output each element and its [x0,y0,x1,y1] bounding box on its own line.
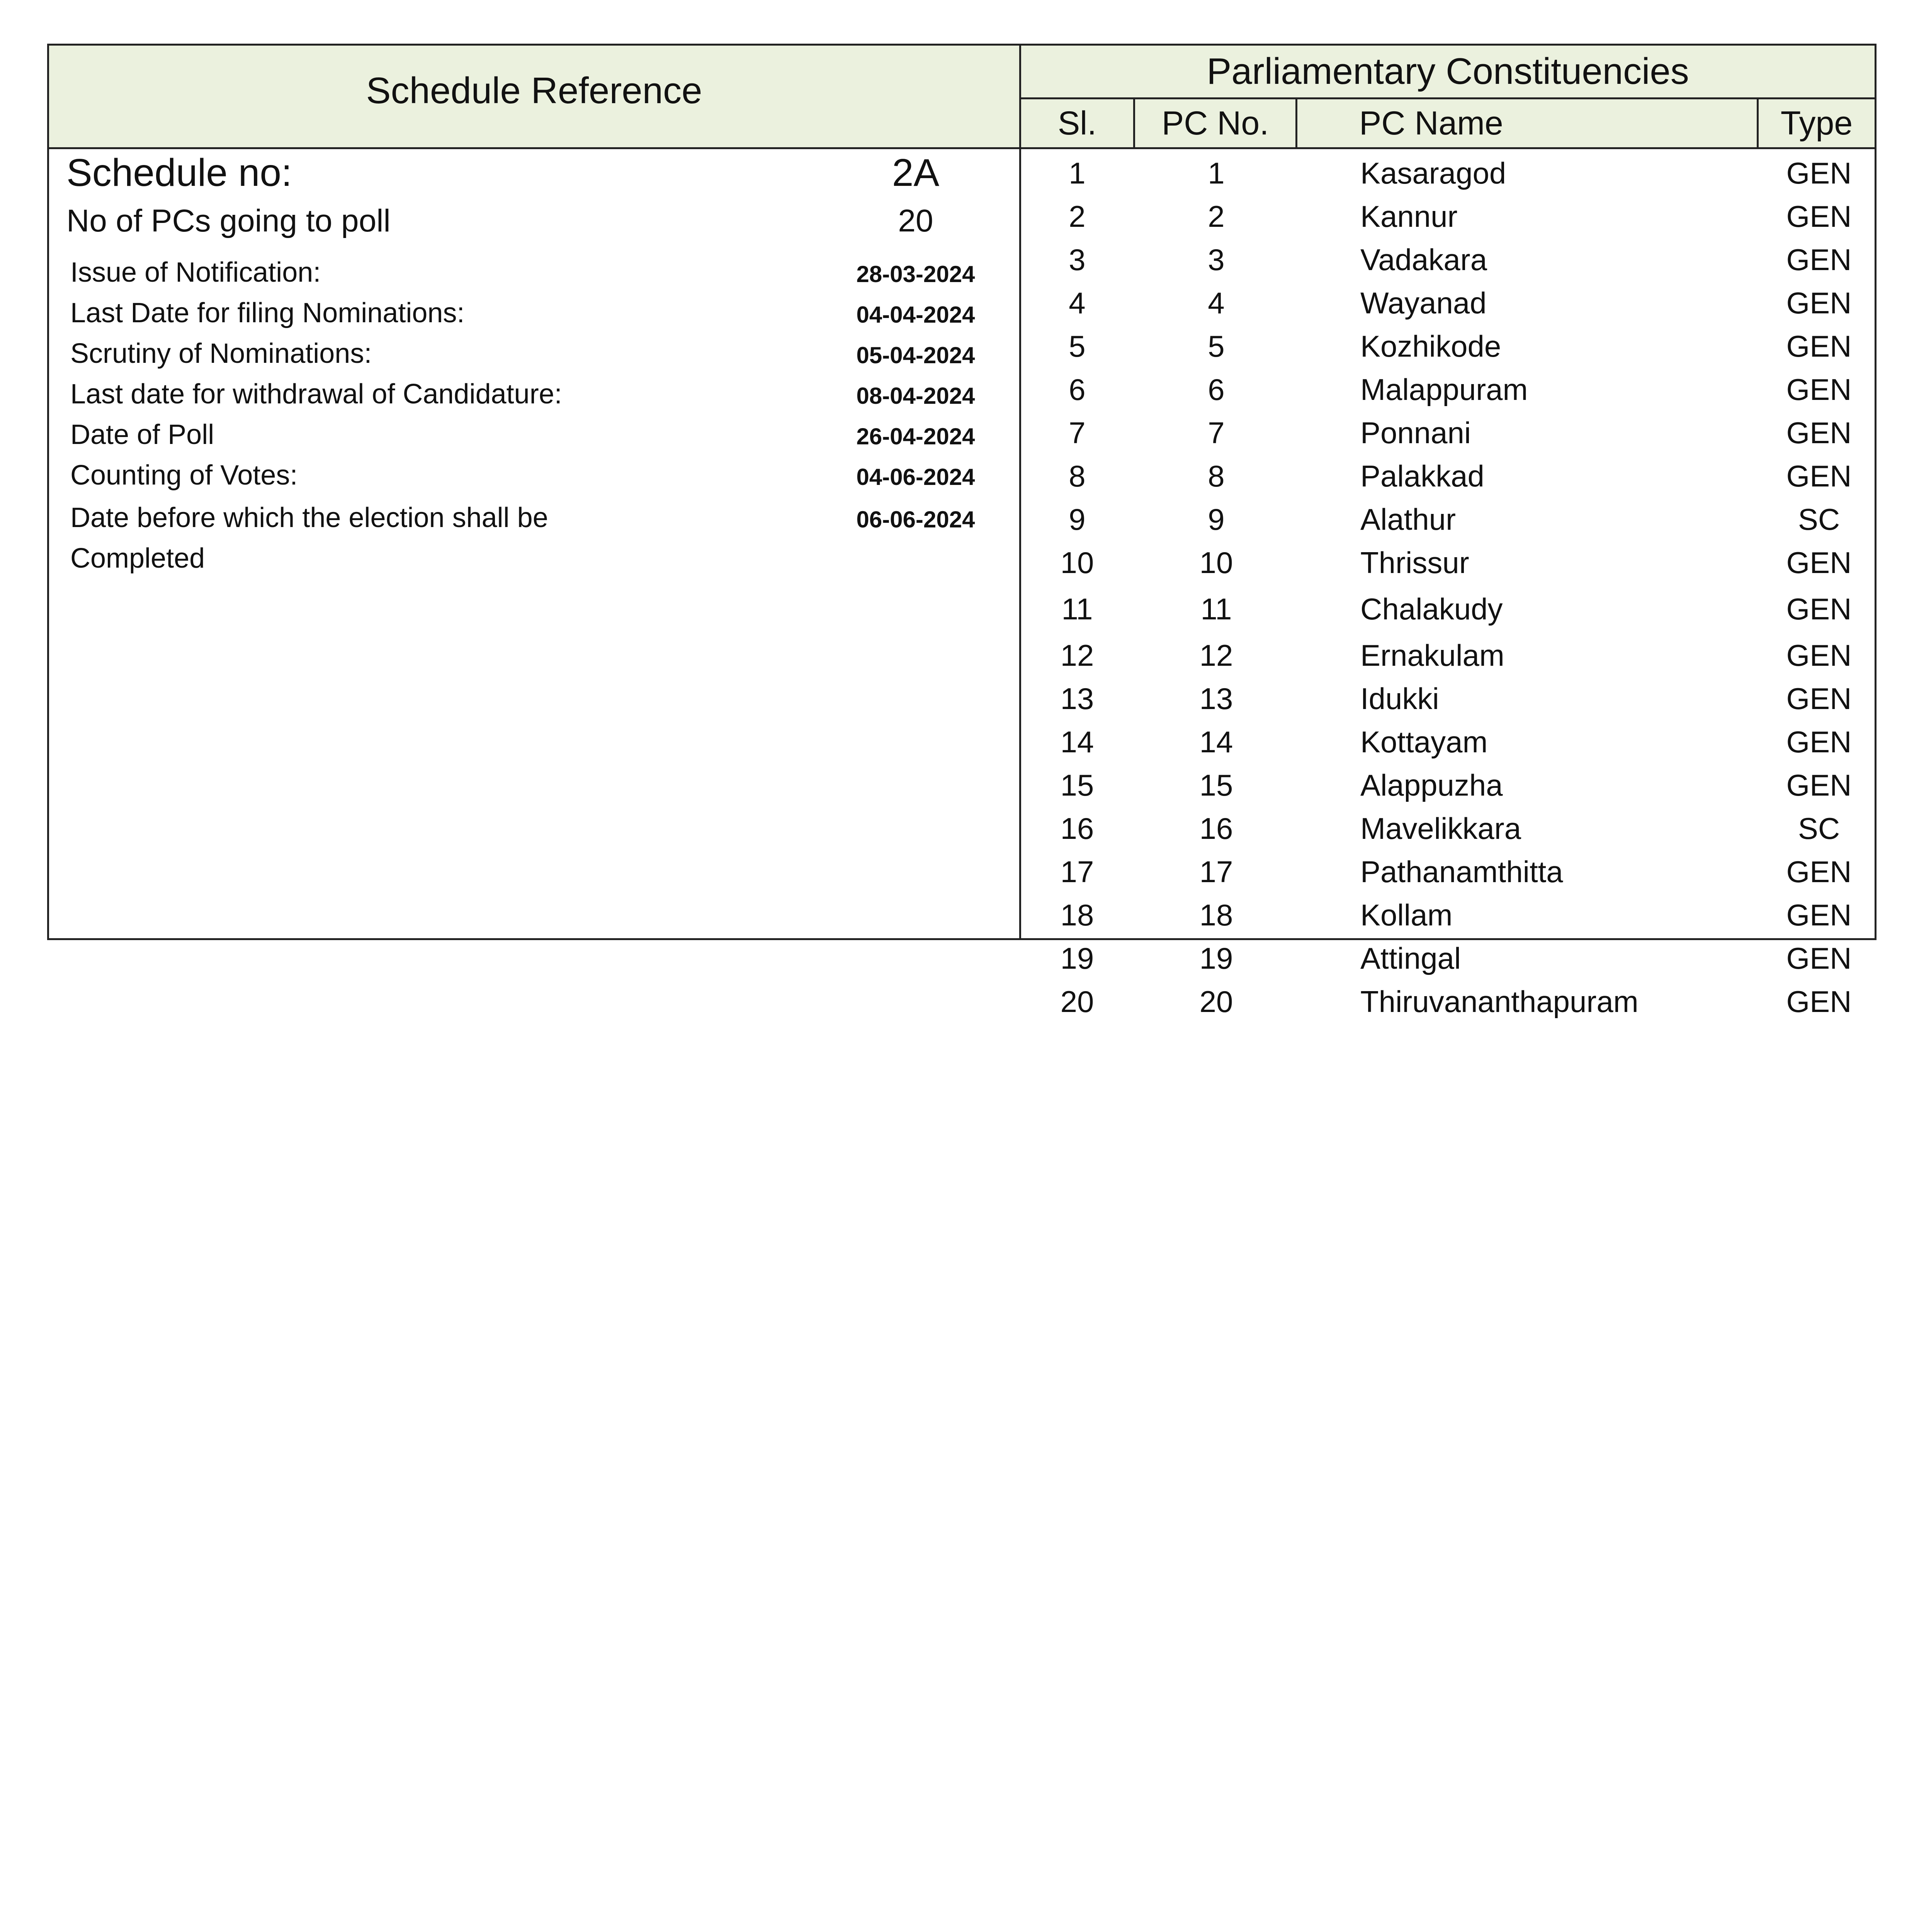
event-label: Issue of Notification: [70,257,321,288]
cell-sl: 19 [1060,941,1094,975]
cell-pc-name: Malappuram [1360,372,1528,406]
table-row [1021,368,1875,411]
table-row [1021,850,1875,893]
event-label: Counting of Votes: [70,460,298,491]
cell-pc-name: Alappuzha [1360,768,1503,802]
cell-pc-name: Vadakara [1360,243,1487,277]
cell-sl: 9 [1069,502,1086,536]
cell-pc-name: Thiruvananthapuram [1360,985,1639,1019]
cell-pc-name: Kannur [1360,199,1458,233]
table-row [1021,677,1875,720]
cell-pc-name: Idukki [1360,682,1439,716]
column-header-type: Type [1780,105,1853,142]
cell-pc-name: Kasaragod [1360,156,1506,190]
event-date: 04-04-2024 [856,302,975,328]
schedule-reference-header: Schedule Reference [366,70,702,111]
table-row [1021,720,1875,764]
cell-sl: 10 [1060,546,1094,580]
cell-type: GEN [1786,372,1852,406]
cell-type: GEN [1786,199,1852,233]
cell-pc-no: 14 [1199,725,1233,759]
cell-type: GEN [1786,546,1852,580]
event-date: 08-04-2024 [856,383,975,409]
event-date: 28-03-2024 [856,261,975,287]
event-date: 05-04-2024 [856,342,975,368]
cell-pc-name: Alathur [1360,502,1456,536]
table-row [1021,281,1875,325]
cell-pc-name: Kollam [1360,898,1453,932]
table-row [1021,980,1875,1023]
event-label-continued: Completed [70,543,205,574]
event-label: Date of Poll [70,419,214,450]
schedule-no-value: 2A [892,151,940,194]
constituencies-table [1021,151,1875,1023]
table-row [1021,498,1875,541]
cell-pc-name: Palakkad [1360,459,1484,493]
event-date: 04-06-2024 [856,464,975,490]
cell-type: GEN [1786,459,1852,493]
table-row [1021,764,1875,807]
cell-type: GEN [1786,898,1852,932]
table-row [1021,937,1875,980]
cell-pc-no: 17 [1199,855,1233,889]
cell-type: GEN [1786,768,1852,802]
cell-type: GEN [1786,286,1852,320]
cell-pc-name: Thrissur [1360,546,1469,580]
table-row [1021,151,1875,195]
pcs-going-to-poll-value: 20 [898,203,933,238]
cell-type: SC [1798,502,1840,536]
cell-pc-name: Pathanamthitta [1360,855,1563,889]
cell-sl: 7 [1069,416,1086,450]
table-row [1021,584,1875,634]
cell-type: GEN [1786,941,1852,975]
cell-type: GEN [1786,725,1852,759]
cell-sl: 18 [1060,898,1094,932]
event-label: Scrutiny of Nominations: [70,338,372,369]
cell-pc-name: Chalakudy [1360,592,1503,626]
cell-type: GEN [1786,985,1852,1019]
cell-sl: 4 [1069,286,1086,320]
cell-sl: 11 [1061,592,1093,626]
cell-pc-name: Attingal [1360,941,1461,975]
pcno-column-border [1295,97,1297,149]
column-header-sl: Sl. [1057,105,1097,142]
cell-pc-no: 5 [1208,329,1225,363]
table-row [1021,411,1875,454]
cell-pc-name: Wayanad [1360,286,1487,320]
constituencies-header: Parliamentary Constituencies [1207,51,1689,92]
cell-sl: 3 [1069,243,1086,277]
cell-type: GEN [1786,592,1852,626]
cell-pc-no: 9 [1208,502,1225,536]
cell-pc-no: 16 [1199,811,1233,845]
table-row [1021,634,1875,677]
cell-pc-no: 3 [1208,243,1225,277]
cell-sl: 2 [1069,199,1086,233]
cell-sl: 6 [1069,372,1086,406]
cell-sl: 13 [1060,682,1094,716]
cell-pc-no: 1 [1208,156,1225,190]
cell-type: GEN [1786,243,1852,277]
cell-type: GEN [1786,855,1852,889]
cell-pc-name: Kozhikode [1360,329,1501,363]
table-row [1021,195,1875,238]
event-label: Last date for withdrawal of Candidature: [70,379,562,410]
cell-pc-no: 6 [1208,372,1225,406]
cell-type: GEN [1786,638,1852,672]
cell-sl: 12 [1060,638,1094,672]
table-row [1021,454,1875,498]
cell-type: GEN [1786,416,1852,450]
cell-pc-no: 12 [1199,638,1233,672]
pcs-going-to-poll-label: No of PCs going to poll [66,203,391,238]
event-date: 26-04-2024 [856,423,975,449]
table-row [1021,325,1875,368]
cell-pc-no: 2 [1208,199,1225,233]
cell-sl: 20 [1060,985,1094,1019]
cell-sl: 5 [1069,329,1086,363]
cell-pc-name: Ponnani [1360,416,1471,450]
cell-pc-no: 20 [1199,985,1233,1019]
cell-sl: 16 [1060,811,1094,845]
table-row [1021,541,1875,584]
cell-pc-no: 8 [1208,459,1225,493]
cell-type: SC [1798,811,1840,845]
cell-pc-no: 15 [1199,768,1233,802]
event-date: 06-06-2024 [856,507,975,532]
cell-sl: 14 [1060,725,1094,759]
cell-pc-no: 18 [1199,898,1233,932]
cell-pc-name: Mavelikkara [1360,811,1521,845]
cell-type: GEN [1786,156,1852,190]
cell-pc-no: 10 [1199,546,1233,580]
cell-pc-no: 19 [1199,941,1233,975]
cell-type: GEN [1786,329,1852,363]
cell-sl: 15 [1060,768,1094,802]
schedule-no-label: Schedule no: [66,151,292,194]
cell-pc-name: Ernakulam [1360,638,1504,672]
header-bottom-border [47,147,1877,149]
table-row [1021,807,1875,850]
cell-pc-name: Kottayam [1360,725,1488,759]
event-label: Last Date for filing Nominations: [70,298,465,328]
cell-pc-no: 11 [1200,592,1232,626]
event-label: Date before which the election shall be [70,502,548,533]
table-row [1021,893,1875,937]
column-header-pc-name: PC Name [1359,105,1503,142]
cell-sl: 17 [1060,855,1094,889]
cell-pc-no: 13 [1199,682,1233,716]
table-row [1021,238,1875,281]
cell-sl: 8 [1069,459,1086,493]
column-header-pc-no: PC No. [1161,105,1269,142]
cell-sl: 1 [1069,156,1086,190]
cell-pc-no: 7 [1208,416,1225,450]
cell-type: GEN [1786,682,1852,716]
cell-pc-no: 4 [1208,286,1225,320]
